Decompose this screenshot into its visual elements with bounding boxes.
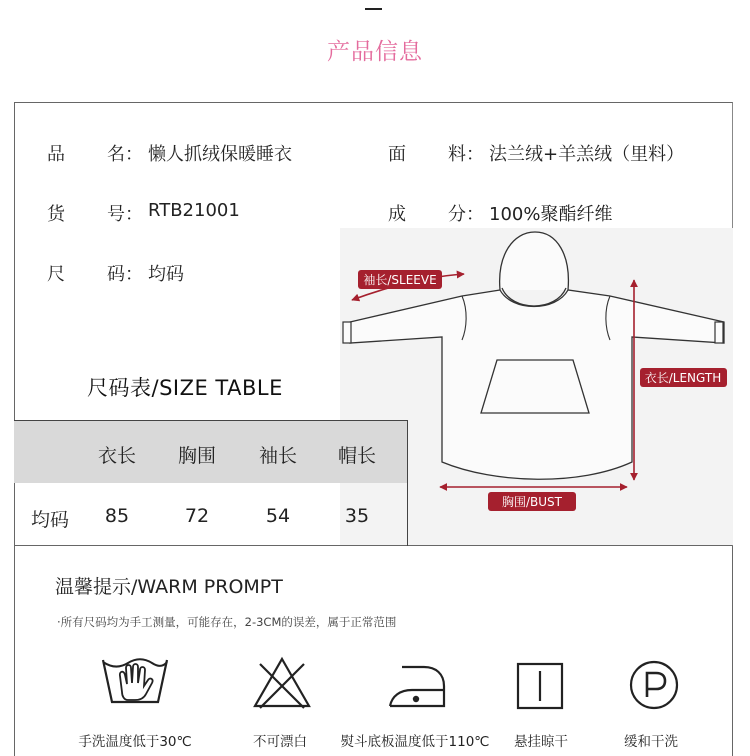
- size-value-hood: 35: [344, 505, 370, 527]
- size-header-bust: 胸围: [177, 445, 217, 467]
- size-table-title: 尺码表/SIZE TABLE: [87, 376, 283, 400]
- size-header-sleeve: 袖长: [258, 445, 298, 467]
- size-value-length: 85: [104, 505, 130, 527]
- right-cuff: [715, 322, 723, 343]
- iron-icon: [386, 662, 448, 710]
- size-header-hood: 帽长: [337, 445, 377, 467]
- name-value: 懒人抓绒保暖睡衣: [148, 144, 292, 165]
- item-key-suffix: 号：: [107, 204, 143, 225]
- composition-value: 100%聚酯纤维: [489, 204, 613, 225]
- bust-label: 胸围/BUST: [501, 495, 563, 509]
- size-header-length: 衣长: [97, 445, 137, 467]
- care-label-iron: 熨斗底板温度低于110℃: [340, 734, 490, 750]
- dry-clean-p-icon: [628, 659, 680, 711]
- fabric-key: 面: [388, 144, 406, 165]
- fabric-value: 法兰绒+羊羔绒（里料）: [489, 144, 685, 165]
- hand-wash-icon: [100, 656, 170, 710]
- composition-key: 成: [388, 204, 406, 225]
- left-cuff: [343, 322, 351, 343]
- kangaroo-pocket: [481, 360, 589, 413]
- care-label-hang-dry: 悬挂晾干: [514, 734, 568, 750]
- size-key-suffix: 码：: [107, 264, 143, 285]
- fabric-key-suffix: 料：: [448, 144, 484, 165]
- item-value: RTB21001: [148, 200, 240, 221]
- warm-prompt-note: ·所有尺码均为手工测量，可能存在，2-3CM的误差，属于正常范围: [57, 615, 397, 629]
- name-key-suffix: 名：: [107, 144, 143, 165]
- no-bleach-icon: [252, 656, 312, 710]
- size-value-bust: 72: [184, 505, 210, 527]
- size-row-label: 均码: [30, 509, 70, 531]
- warm-prompt-title: 温馨提示/WARM PROMPT: [55, 576, 283, 598]
- sleeve-label: 袖长/SLEEVE: [363, 273, 437, 287]
- size-value: 均码: [148, 264, 184, 285]
- length-label: 衣长/LENGTH: [644, 371, 722, 385]
- name-key: 品: [47, 144, 65, 165]
- care-label-dry-clean: 缓和干洗: [624, 734, 678, 750]
- composition-key-suffix: 分：: [448, 204, 484, 225]
- size-key: 尺: [47, 264, 65, 285]
- item-key: 货: [47, 204, 65, 225]
- size-value-sleeve: 54: [265, 505, 291, 527]
- hang-dry-icon: [516, 662, 564, 710]
- size-table: [14, 420, 408, 546]
- page-title: 产品信息: [327, 39, 423, 65]
- care-label-hand-wash: 手洗温度低于30℃: [78, 734, 192, 750]
- care-label-no-bleach: 不可漂白: [253, 734, 307, 750]
